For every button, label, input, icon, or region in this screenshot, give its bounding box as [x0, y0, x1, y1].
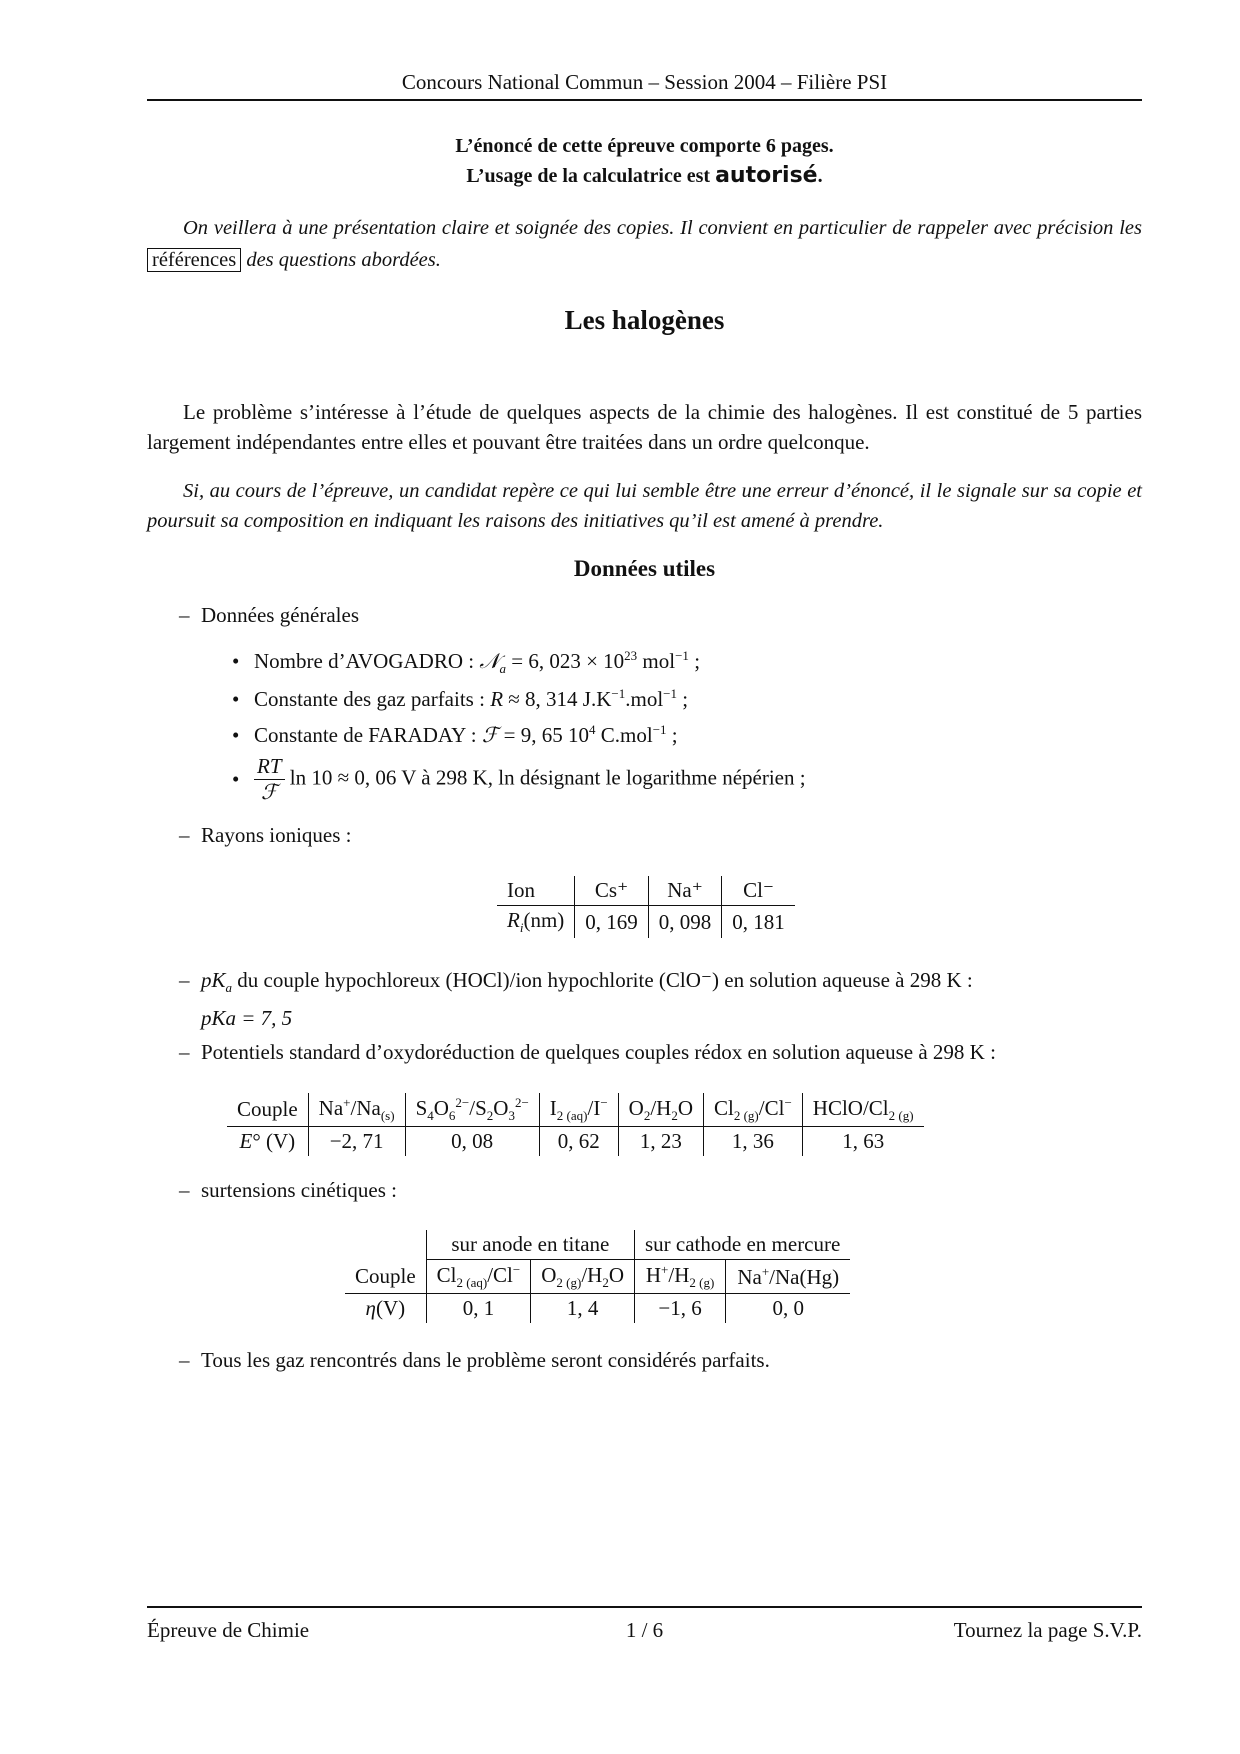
header-rule [147, 99, 1142, 101]
list-item-ionic-radii: – Rayons ioniques : [179, 823, 352, 847]
table-cell: 0, 62 [539, 1127, 618, 1157]
table-header: $O_{2 (g)}/H_2O$ [531, 1260, 635, 1294]
list-item-pka: – $pK_a$ du couple hypochloreux (HOCl)/ion hypochlorite (ClO⁻) en solution aqueuse à 298 K : pKa = 7, 5 [179, 968, 973, 1031]
table-cell: 0, 098 [648, 906, 722, 939]
table-header: Ion [507, 878, 535, 902]
table-header: $Cl_{2 (g)}/Cl^-$ [704, 1093, 803, 1127]
row-label: $R_i(nm)$ [497, 906, 575, 939]
notice-calculator: L’usage de la calculatrice est autorisé. [466, 163, 823, 188]
redox-potentials-table [227, 1093, 924, 1156]
table-cell: 0, 08 [405, 1127, 539, 1157]
table-header: Cs⁺ [575, 876, 649, 906]
table-header: Couple [355, 1263, 416, 1288]
exam-notice [147, 132, 1142, 191]
table-header: $O_2/H_2O$ [618, 1093, 703, 1127]
row-label: E° (V) [227, 1127, 308, 1157]
table-header: $Cl_{2 (aq)}/Cl^-$ [426, 1260, 531, 1294]
table-header: Couple [237, 1097, 298, 1122]
table-header: HClO/$Cl_{2 (g)}$ [802, 1093, 923, 1127]
table-cell: 1, 63 [802, 1127, 923, 1157]
page-title: Les halogènes [564, 305, 725, 335]
table-cell: 1, 36 [704, 1127, 803, 1157]
table-header: Na+/Na(Hg) [726, 1260, 851, 1294]
row-label: η(V) [345, 1294, 426, 1324]
table-cell: −2, 71 [308, 1127, 405, 1157]
bullet-avogadro: • Nombre d’AVOGADRO : 𝒩$_a$ = 6, $023 \times 10^{23}$ mol$^{-1}$ ; [232, 648, 701, 677]
ionic-radii-table [497, 876, 795, 938]
table-cell: −1, 6 [635, 1294, 726, 1324]
list-item-general: – Données générales [179, 603, 360, 627]
authorized-word: autorisé [715, 163, 818, 188]
table-cell: 0, 181 [722, 906, 795, 939]
table-header: $I_{2 (aq)}/I^-$ [539, 1093, 618, 1127]
running-header: Concours National Commun – Session 2004 – Filière PSI [401, 70, 888, 94]
bullet-faraday: • Constante de FARADAY : ℱ = 9, 65 $10^4$ C.mol$^{-1}$ ; [232, 722, 678, 747]
section-title: Données utiles [573, 556, 716, 581]
table-cell: 0, 1 [426, 1294, 531, 1324]
table-header: $S_4O_6^{2-}/S_2O_3^{2-}$ [405, 1093, 539, 1127]
list-item-potentials: – Potentiels standard d’oxydoréduction de quelques couples rédox en solution aqueuse à 298 K : [179, 1040, 996, 1064]
table-cell: 1, 23 [618, 1127, 703, 1157]
page [147, 0, 1142, 1754]
page-number: 1 / 6 [625, 1618, 664, 1642]
list-item-overpotentials: – surtensions cinétiques : [179, 1178, 397, 1202]
list-item-gases: – Tous les gaz rencontrés dans le problème seront considérés parfaits. [179, 1348, 770, 1372]
error-instructions: Si, au cours de l’épreuve, un candidat repère ce qui lui semble être une erreur d’énoncé, il le signale sur sa copie et poursuit sa composition en indiquant les raisons des initiatives qu’il est amené à prendre. [147, 480, 1142, 532]
notice-pages: L’énoncé de cette épreuve comporte 6 pages. [455, 135, 834, 157]
table-cell: 1, 4 [531, 1294, 635, 1324]
boxed-references: références [147, 248, 241, 272]
bullet-nernst: • $\frac{RT}{\text{ℱ}}$ ln 10 ≈ 0, 06 V à 298 K, ln désignant le logarithme népérien ; [232, 754, 806, 804]
footer-rule [147, 1606, 1142, 1608]
footer-left: Épreuve de Chimie [147, 1618, 310, 1642]
table-header: $Na^+/Na_{(s)}$ [308, 1093, 405, 1127]
table-header: Na⁺ [648, 876, 722, 906]
table-header: $H^+/H_{2 (g)}$ [635, 1260, 726, 1294]
table-cell: 0, 0 [726, 1294, 851, 1324]
problem-description: Le problème s’intéresse à l’étude de quelques aspects de la chimie des halogènes. Il est constitué de 5 parties largement indépendantes entre elles et pouvant être traitées dans un ordre quelconque. [147, 400, 1142, 454]
table-cell: 0, 169 [575, 906, 649, 939]
fraction-rt-f: $\frac{RT}{\text{ℱ}}$ [254, 754, 285, 805]
pka-value: pKa = 7, 5 [201, 1006, 293, 1031]
intro-instructions: On veillera à une présentation claire et soignée des copies. Il convient en particulier de rappeler avec précision les références des questions abordées. [147, 212, 1142, 276]
footer-right: Tournez la page S.V.P. [953, 1618, 1142, 1642]
overpotentials-table [345, 1230, 850, 1323]
table-header: Cl⁻ [722, 876, 795, 906]
group-header-anode: sur anode en titane [426, 1230, 634, 1260]
group-header-cathode: sur cathode en mercure [635, 1230, 851, 1260]
bullet-gas-constant: • Constante des gaz parfaits : R ≈ 8, 314 $J.K^{-1}.mol^{-1}$ ; [232, 686, 689, 711]
